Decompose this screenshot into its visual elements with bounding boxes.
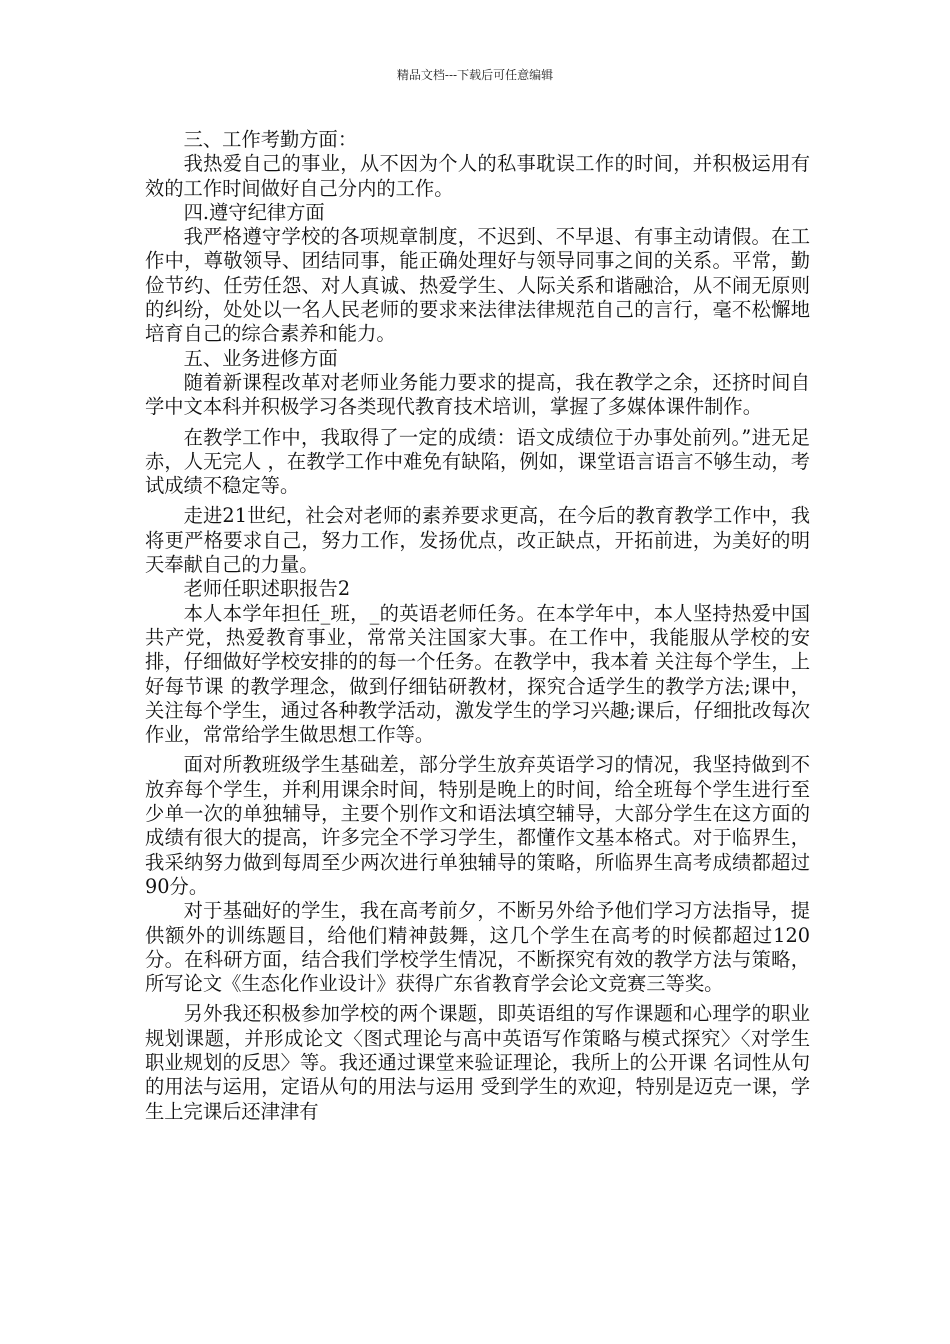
page-header: 精品文档---下载后可任意编辑 <box>396 68 554 82</box>
paragraph: 另外我还积极参加学校的两个课题，即英语组的写作课题和心理学的职业规划课题，并形成论文〈图式理论与高中英语写作策略与模式探究〉〈对学生职业规划的反思〉等。我还通过课堂来验证理论，我所上的公开课 名词性从句的用法与运用，定语从句的用法与运用 受到学生的欢迎，特别是迈克一课，学生上完课后还津津有 <box>145 1002 810 1123</box>
paragraph: 对于基础好的学生，我在高考前夕，不断另外给予他们学习方法指导，提供额外的训练题目，给他们精神鼓舞，这几个学生在高考的时候都超过120分。在科研方面，结合我们学校学生情况，不断探究有效的教学方法与策略，所写论文《生态化作业设计》获得广东省教育学会论文竞赛三等奖。 <box>145 899 810 996</box>
paragraph: 我热爱自己的事业，从不因为个人的私事耽误工作的时间，并积极运用有效的工作时间做好自己分内的工作。 <box>145 152 810 200</box>
paragraph: 我严格遵守学校的各项规章制度，不迟到、不早退、有事主动请假。在工作中，尊敬领导、团结同事，能正确处理好与领导同事之间的关系。平常，勤俭节约、任劳任怨、对人真诚、热爱学生、人际关系和谐融洽，从不闹无原则的纠纷，处处以一名人民老师的要求来法律法律规范自己的言行，毫不松懈地培育自己的综合素养和能力。 <box>145 225 810 346</box>
paragraph: 在教学工作中，我取得了一定的成绩：语文成绩位于办事处前列。”进无足赤，人无完人 ，在教学工作中难免有缺陷，例如，课堂语言语言不够生动，考试成绩不稳定等。 <box>145 425 810 498</box>
paragraph: 面对所教班级学生基础差，部分学生放弃英语学习的情况，我坚持做到不放弃每个学生，并利用课余时间，特别是晚上的时间，给全班每个学生进行至少单一次的单独辅导，主要个别作文和语法填空辅导，大部分学生在这方面的成绩有很大的提高，许多完全不学习学生，都懂作文基本格式。对于临界生，我采纳努力做到每周至少两次进行单独辅导的策略，所临界生高考成绩都超过90分。 <box>145 753 810 898</box>
report-title-2: 老师任职述职报告2 <box>183 577 351 601</box>
document-body <box>145 128 810 1124</box>
section-heading-attendance: 三、工作考勤方面： <box>183 128 358 151</box>
section-heading-training: 五、业务进修方面 <box>183 346 338 370</box>
paragraph: 随着新课程改革对老师业务能力要求的提高，我在教学之余，还挤时间自学中文本科并积极学习各类现代教育技术培训，掌握了多媒体课件制作。 <box>145 370 810 419</box>
paragraph: 本人本学年担任_班，_的英语老师任务。在本学年中，本人坚持热爱中国共产党，热爱教育事业，常常关注国家大事。在工作中，我能服从学校的安排，仔细做好学校安排的的每一个任务。在教学中，我本着 关注每个学生，上好每节课 的教学理念，做到仔细钻研教材，探究合适学生的教学方法;课中，关注每个学生，通过各种教学活动，激发学生的学习兴趣;课后，仔细批改每次作业，常常给学生做思想工作等。 <box>145 601 810 747</box>
paragraph: 走进21世纪，社会对老师的素养要求更高，在今后的教育教学工作中，我将更严格要求自己，努力工作，发扬优点，改正缺点，开拓前进，为美好的明天奉献自己的力量。 <box>145 504 810 577</box>
section-heading-discipline: 四.遵守纪律方面 <box>183 200 325 224</box>
